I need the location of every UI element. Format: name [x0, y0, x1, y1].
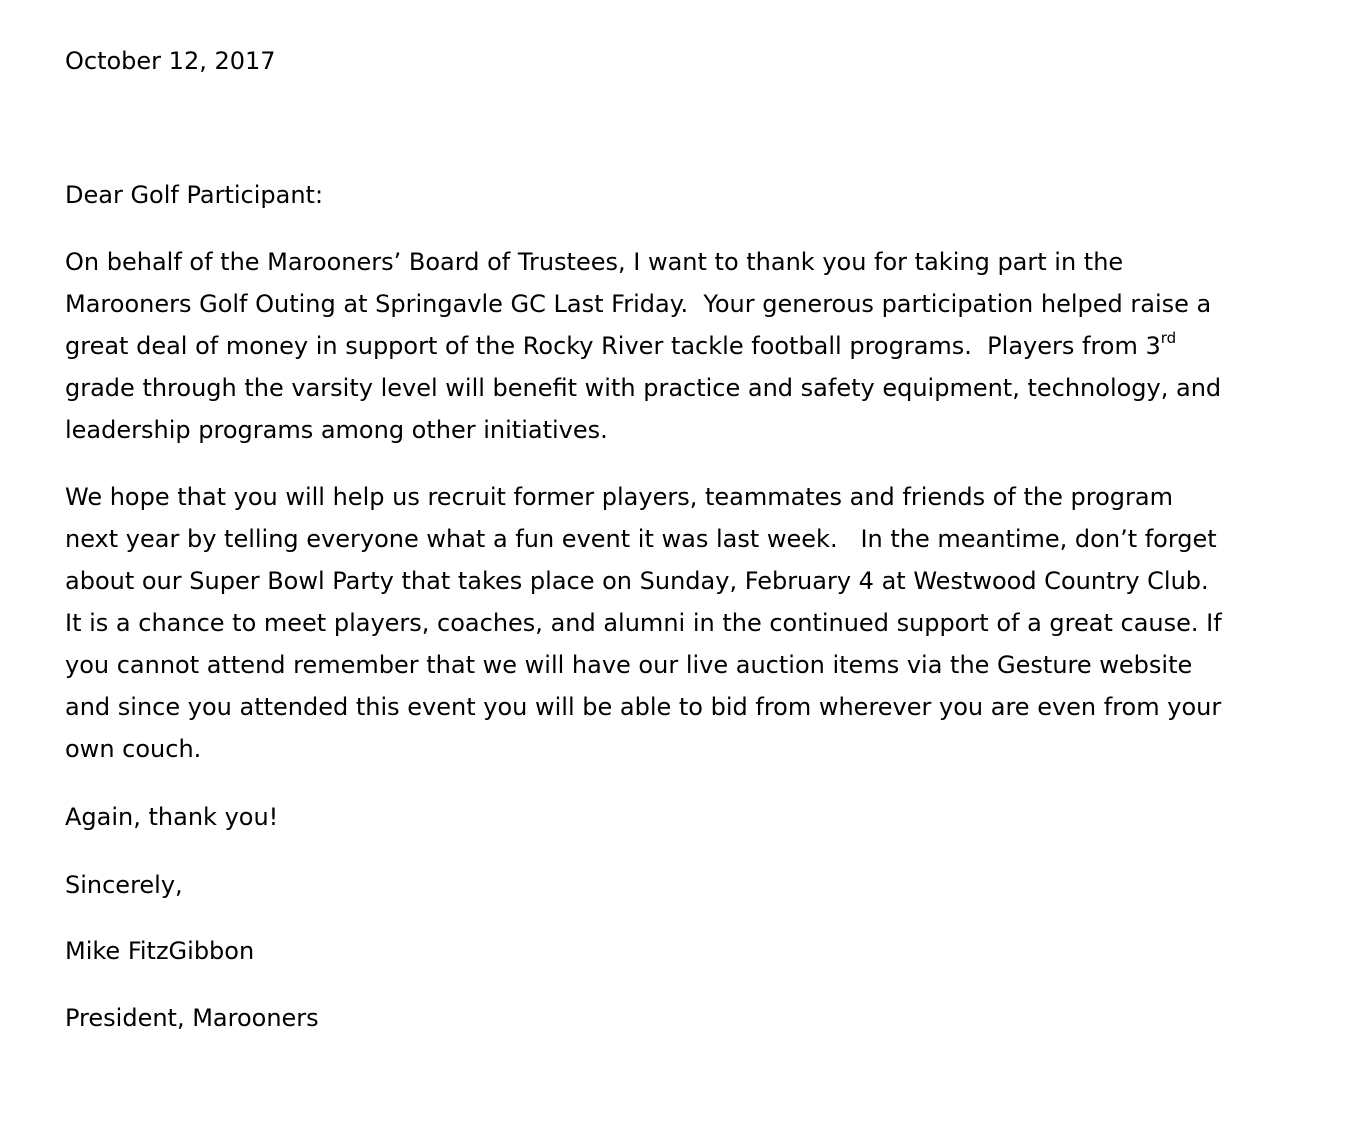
letter-salutation	[65, 174, 323, 216]
signer-name	[65, 930, 254, 972]
paragraph-line: and since you attended this event you will be able to bid from wherever you are even from your	[65, 693, 1222, 721]
letter-date	[65, 40, 276, 82]
paragraph-line: grade through the varsity level will benefit with practice and safety equipment, technology, and	[65, 374, 1222, 402]
closing-thanks-text: Again, thank you!	[65, 803, 279, 831]
signer-name-text: Mike FitzGibbon	[65, 937, 255, 965]
paragraph-line: you cannot attend remember that we will have our live auction items via the Gesture website	[65, 651, 1193, 679]
signer-title-text: President, Marooners	[65, 1004, 319, 1032]
salutation-text: Dear Golf Participant:	[65, 181, 324, 209]
paragraph-line	[65, 325, 1221, 367]
paragraph-line: We hope that you will help us recruit former players, teammates and friends of the program	[65, 483, 1173, 511]
date-text: October 12, 2017	[65, 47, 276, 75]
sign-off-text: Sincerely,	[65, 871, 183, 899]
paragraph-thanks	[65, 241, 1221, 451]
paragraph-line: about our Super Bowl Party that takes place on Sunday, February 4 at Westwood Country Club.	[65, 567, 1209, 595]
paragraph-line: next year by telling everyone what a fun event it was last week. In the meantime, don’t forget	[65, 525, 1217, 553]
paragraph-line-text: great deal of money in support of the Rocky River tackle football programs. Players from 3	[65, 332, 1161, 360]
sign-off	[65, 864, 183, 906]
paragraph-line: own couch.	[65, 735, 202, 763]
paragraph-line: leadership programs among other initiatives.	[65, 416, 608, 444]
signer-title	[65, 997, 319, 1039]
paragraph-line: It is a chance to meet players, coaches, and alumni in the continued support of a great cause. If	[65, 609, 1222, 637]
closing-thanks	[65, 796, 278, 838]
paragraph-line: Marooners Golf Outing at Springavle GC Last Friday. Your generous participation helped raise a	[65, 290, 1212, 318]
paragraph-recruit	[65, 476, 1222, 770]
ordinal-superscript: rd	[1160, 329, 1177, 347]
paragraph-line: On behalf of the Marooners’ Board of Trustees, I want to thank you for taking part in the	[65, 248, 1124, 276]
